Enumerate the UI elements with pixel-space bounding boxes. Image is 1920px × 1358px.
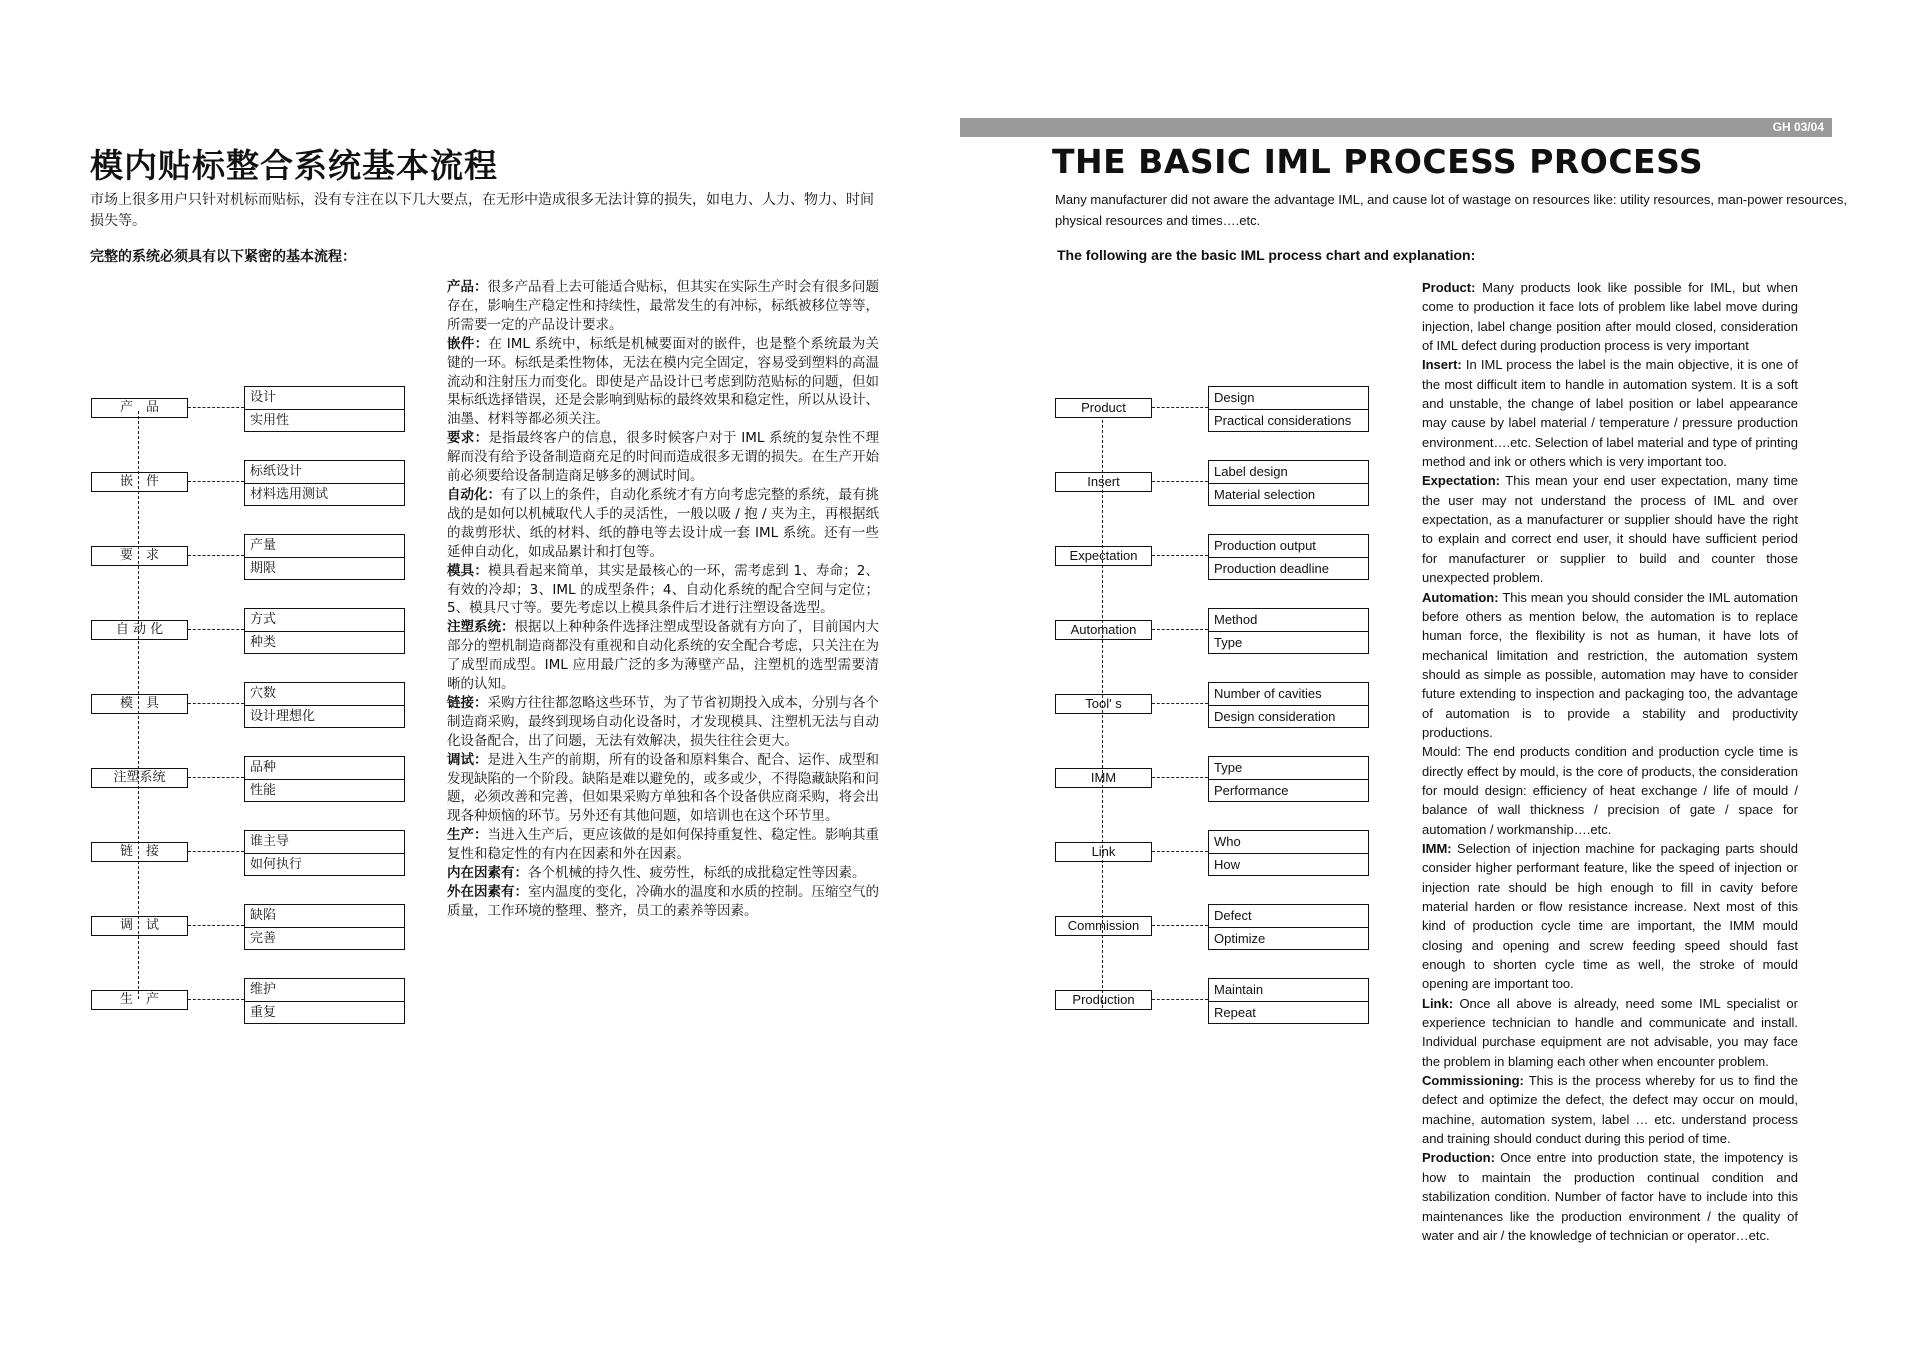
flow-step-label: Product <box>1055 398 1152 418</box>
flow-detail-item: 缺陷 <box>245 905 404 928</box>
flow-detail-item: Material selection <box>1214 486 1316 502</box>
explanation-paragraph <box>447 335 879 430</box>
flow-detail-item: Method <box>1209 609 1368 632</box>
paragraph-heading: Commissioning: <box>1422 1073 1529 1089</box>
paragraph-text: Many products look like possible for IML, but when come to production it face lots of problem like label move during injection, label change position after mould closed, consideration of IML defect during production process is very important <box>1422 280 1798 354</box>
flow-detail-item: 性能 <box>250 782 277 798</box>
paragraph-heading: Production: <box>1422 1150 1501 1166</box>
paragraph-text: This mean your end user expectation, many time the user may not understand the process of IML and over expectation, as a manufacturer or supplier should have the right to explain and correct end user, it should have sufficient period for manufacturer or supplier to build and counter those unexpected problem. <box>1422 473 1798 586</box>
section-subheading: The following are the basic IML process chart and explanation: <box>1057 247 1476 263</box>
explanation-paragraph <box>447 278 879 335</box>
flow-connector <box>188 777 244 778</box>
flow-connector <box>1152 481 1208 482</box>
explanation-text <box>447 278 879 921</box>
flow-detail-item: 穴数 <box>245 683 404 706</box>
explanation-paragraph <box>447 883 879 921</box>
paragraph-text: 很多产品看上去可能适合贴标，但其实在实际生产时会有很多问题存在，影响生产稳定性和持续性，最常发生的有冲标，标纸被移位等等，所需要一定的产品设计要求。 <box>447 279 879 333</box>
flow-detail-box <box>244 460 405 506</box>
flow-detail-box <box>1208 386 1369 432</box>
flow-step-label: Commission <box>1055 916 1152 936</box>
flow-connector <box>1152 999 1208 1000</box>
page-number: GH 03/04 <box>1772 120 1824 134</box>
page-title: 模内贴标整合系统基本流程 <box>90 146 498 185</box>
paragraph-text: In IML process the label is the main objective, it is one of the most difficult item to handle in automation system. It is a soft and unstable, the change of label position or label appearance may cause by label material / temperature / pressure production environment….etc. Selection of label material and type of printing method and ink or others which is very important too. <box>1422 357 1799 470</box>
paragraph-text: This is the process whereby for us to find the defect and optimize the defect, the defect may occur on mould, machine, automation system, label … etc. understand process and training should conduct during this period of time. <box>1422 1073 1798 1147</box>
flow-step-label: 生 产 <box>91 990 188 1010</box>
flow-detail-box <box>244 904 405 950</box>
flow-detail-item: Performance <box>1214 782 1289 798</box>
page-title: THE BASIC IML PROCESS PROCESS <box>1052 142 1704 181</box>
paragraph-text: 采购方往往都忽略这些环节，为了节省初期投入成本，分别与各个制造商采购，最终到现场自动化设备时，才发现模具、注塑机无法与自动化设备配合，出了问题，无法有效解决，损失往往会更大。 <box>447 694 879 749</box>
explanation-paragraph <box>1422 278 1798 355</box>
flow-detail-box <box>244 534 405 580</box>
flow-detail-box <box>244 386 405 432</box>
explanation-paragraph <box>447 562 879 619</box>
explanation-paragraph <box>447 618 879 694</box>
explanation-paragraph <box>1422 994 1798 1071</box>
flow-detail-item: Defect <box>1209 905 1368 928</box>
paragraph-text: Selection of injection machine for packaging parts should consider higher performant feature, like the speed of injection or injection rate should be high enough to fill in cavity before material harden or flow resistance increase. Next most of this kind of production cycle time are important, the IMM mould closing and opening and screw feeding speed should fast enough to shorten cycle time as well, the stroke of mould opening are important too. <box>1422 840 1798 992</box>
flow-connector <box>1152 703 1208 704</box>
intro-text: 市场上很多用户只针对机标而贴标，没有专注在以下几大要点，在无形中造成很多无法计算的损失，如电力、人力、物力、时间损失等。 <box>90 192 874 229</box>
flow-step-label: 嵌 件 <box>91 472 188 492</box>
flow-step-label: Automation <box>1055 620 1152 640</box>
explanation-paragraph <box>447 429 879 486</box>
flow-step-label: 要 求 <box>91 546 188 566</box>
flow-step-label: 模 具 <box>91 694 188 714</box>
flow-connector <box>1152 407 1208 408</box>
flow-detail-item: 种类 <box>250 634 277 650</box>
flow-detail-item: 标纸设计 <box>245 461 404 484</box>
flow-step-label: IMM <box>1055 768 1152 788</box>
explanation-paragraph <box>447 826 879 864</box>
flow-detail-item: Who <box>1209 831 1368 854</box>
explanation-paragraph <box>1422 742 1798 839</box>
flow-detail-box <box>244 830 405 876</box>
flow-detail-item: Repeat <box>1214 1004 1256 1020</box>
flow-detail-item: 设计理想化 <box>250 708 316 724</box>
explanation-paragraph <box>1422 839 1798 994</box>
flow-connector <box>188 999 244 1000</box>
flow-detail-box <box>244 756 405 802</box>
paragraph-text: 是进入生产的前期，所有的设备和原料集合、配合、运作、成型和发现缺陷的一个阶段。缺陷是难以避免的，或多或少，不得隐藏缺陷和问题，必须改善和完善，但如果采购方单独和各个设备供应商采购，将会出现各种烦恼的环节。另外还有其他问题，如培训也在这个环节里。 <box>447 751 879 825</box>
paragraph-text: 各个机械的持久性、疲劳性，标纸的成批稳定性等因素。 <box>528 865 866 882</box>
flow-detail-item: 材料选用测试 <box>250 486 329 502</box>
paragraph-heading: Insert: <box>1422 357 1466 373</box>
flow-connector <box>1152 629 1208 630</box>
paragraph-text: Once entre into production state, the impotency is how to maintain the production continual condition and stabilization condition. Number of factor have to include into this maintenances like the production environment / the quality of water and air / the knowledge of technician or operator…etc. <box>1422 1150 1798 1243</box>
explanation-paragraph <box>1422 1071 1798 1148</box>
flow-detail-box <box>1208 978 1369 1024</box>
explanation-paragraph <box>447 751 879 827</box>
paragraph-text: 在 IML 系统中，标纸是机械要面对的嵌件，也是整个系统最为关键的一环。标纸是柔性物体，无法在模内完全固定，容易受到塑料的高温流动和注射压力而变化。即使是产品设计已考虑到防范贴标的问题，但如果标纸选择错误，还是会影响到贴标的最终效果和稳定性，所以从设计、油墨、材料等都必须关注。 <box>447 335 880 428</box>
flow-step-label: 链 接 <box>91 842 188 862</box>
flow-detail-box <box>1208 682 1369 728</box>
flow-detail-item: Design <box>1209 387 1368 410</box>
flow-detail-item: 谁主导 <box>245 831 404 854</box>
flow-detail-item: Type <box>1209 757 1368 780</box>
flow-detail-box <box>1208 460 1369 506</box>
paragraph-heading: 产品： <box>447 279 488 295</box>
paragraph-heading: 生产： <box>447 827 488 844</box>
section-subheading: 完整的系统必须具有以下紧密的基本流程： <box>90 249 356 265</box>
paragraph-heading: IMM: <box>1422 840 1458 856</box>
flow-connector <box>188 703 244 704</box>
explanation-paragraph <box>1422 588 1798 743</box>
flow-connector <box>1152 555 1208 556</box>
flow-detail-box <box>244 978 405 1024</box>
flow-connector <box>188 407 244 408</box>
paragraph-heading: 调试： <box>447 751 488 768</box>
flow-detail-item: 维护 <box>245 979 404 1002</box>
paragraph-text: 当进入生产后，更应该做的是如何保持重复性、稳定性。影响其重复性和稳定性的有内在因素和外在因素。 <box>447 827 879 863</box>
flow-detail-box <box>1208 534 1369 580</box>
flow-detail-item: How <box>1214 856 1241 872</box>
flow-connector <box>188 555 244 556</box>
flow-detail-item: Label design <box>1209 461 1368 484</box>
explanation-paragraph <box>1422 355 1798 471</box>
paragraph-heading: 外在因素有： <box>447 884 528 900</box>
flow-step-label: 自 动 化 <box>91 620 188 640</box>
flow-step-label: 调 试 <box>91 916 188 936</box>
flow-detail-box <box>1208 756 1369 802</box>
flow-connector <box>1152 925 1208 926</box>
paragraph-text: 根据以上种种条件选择注塑成型设备就有方向了，目前国内大部分的塑机制造商都没有重视和自动化系统的安全配合考虑，只关注在为了成型而成型。IML 应用最广泛的多为薄壁产品，注塑机的选型需要清晰的认知。 <box>447 619 879 693</box>
header-bar <box>960 118 1832 137</box>
paragraph-text: Once all above is already, need some IML specialist or experience technician to handle and communicate and install. Individual purchase equipment are not advisable, you may face the problem in blaming each other when encounter problem. <box>1422 995 1798 1069</box>
paragraph-text: 是指最终客户的信息，很多时候客户对于 IML 系统的复杂性不理解而没有给予设备制造商充足的时间而造成很多无谓的损失。在生产开始前必须要给设备制造商足够多的测试时间。 <box>447 430 880 485</box>
flow-connector <box>188 481 244 482</box>
flow-detail-item: 完善 <box>250 930 277 946</box>
paragraph-heading: Automation: <box>1422 589 1503 605</box>
flow-step-label: Insert <box>1055 472 1152 492</box>
paragraph-heading: Link: <box>1422 995 1460 1011</box>
paragraph-text: Mould: The end products condition and production cycle time is directly effect by mould, is the core of products, the consideration for mould design: efficiency of heat exchange / life of mould / balance of wall thickness / precision of gate / space for automation / workmanship….etc. <box>1422 744 1798 837</box>
paragraph-heading: 嵌件： <box>447 335 489 352</box>
paragraph-heading: 要求： <box>447 430 489 447</box>
flow-connector <box>188 925 244 926</box>
flow-connector <box>1152 777 1208 778</box>
flow-connector <box>1152 851 1208 852</box>
flow-step-label: Expectation <box>1055 546 1152 566</box>
flow-detail-item: 实用性 <box>250 412 290 428</box>
explanation-paragraph <box>447 864 879 883</box>
flow-step-label: Link <box>1055 842 1152 862</box>
flow-connector <box>188 629 244 630</box>
explanation-text <box>1422 278 1798 1245</box>
flow-detail-item: Number of cavities <box>1209 683 1368 706</box>
paragraph-text: 模具看起来简单，其实是最核心的一环，需考虑到 1、寿命；2、有效的冷却；3、IML 的成型条件；4、自动化系统的配合空间与定位；5、模具尺寸等。要先考虑以上模具条件后才进行注塑设备选型。 <box>447 562 880 617</box>
flow-detail-box <box>1208 830 1369 876</box>
flow-detail-item: 品种 <box>245 757 404 780</box>
paragraph-text: 有了以上的条件，自动化系统才有方向考虑完整的系统，最有挑战的是如何以机械取代人手的灵活性，一般以吸 / 抱 / 夹为主，再根据纸的裁剪形状、纸的材料、纸的静电等去设计成一套 IML 系统。还有一些延伸自动化，如成品累计和打包等。 <box>447 486 879 560</box>
flow-detail-item: 如何执行 <box>250 856 303 872</box>
flow-detail-item: 期限 <box>250 560 277 576</box>
explanation-paragraph <box>447 486 879 562</box>
flow-step-label: Tool' s <box>1055 694 1152 714</box>
flow-detail-box <box>1208 608 1369 654</box>
paragraph-heading: Product: <box>1422 280 1483 295</box>
flow-step-label: Production <box>1055 990 1152 1010</box>
paragraph-heading: 自动化： <box>447 486 501 503</box>
flow-step-label: 产 品 <box>91 398 188 418</box>
paragraph-heading: 内在因素有： <box>447 865 528 882</box>
flow-detail-item: Practical considerations <box>1214 412 1352 428</box>
flow-detail-item: Type <box>1214 634 1243 650</box>
paragraph-heading: 模具： <box>447 562 489 579</box>
intro-text: Many manufacturer did not aware the advantage IML, and cause lot of wastage on resources like: utility resources, man-power resources, physical resources and times….etc. <box>1055 192 1847 228</box>
flow-detail-box <box>1208 904 1369 950</box>
paragraph-text: 室内温度的变化，冷确水的温度和水质的控制。压缩空气的质量，工作环境的整理、整齐，员工的素养等因素。 <box>447 884 879 919</box>
flow-detail-item: Production output <box>1209 535 1368 558</box>
paragraph-heading: 链接： <box>447 694 488 711</box>
flow-detail-item: 设计 <box>245 387 404 410</box>
flow-detail-item: Design consideration <box>1214 708 1336 724</box>
flow-step-label: 注塑系统 <box>91 768 188 788</box>
english-page <box>960 0 1920 1358</box>
flow-detail-item: 产量 <box>245 535 404 558</box>
paragraph-heading: Expectation: <box>1422 473 1506 489</box>
explanation-paragraph <box>1422 1148 1798 1245</box>
explanation-paragraph <box>447 694 879 751</box>
flow-detail-item: 重复 <box>250 1004 277 1020</box>
flow-detail-item: 方式 <box>245 609 404 632</box>
flow-detail-item: Maintain <box>1209 979 1368 1002</box>
paragraph-text: This mean you should consider the IML automation before others as mention below, the automation is to replace human force, the flexibility is not as human, it have lots of mechanical limitation and restriction, the automation system should as simple as possible, automation may have to consider future extending to inspection and packaging too, the advantage of automation is to provide a stability and productivity productions. <box>1422 589 1798 740</box>
flow-detail-box <box>244 682 405 728</box>
flow-detail-item: Optimize <box>1214 930 1266 946</box>
flow-detail-item: Production deadline <box>1214 560 1329 576</box>
flow-detail-box <box>244 608 405 654</box>
paragraph-heading: 注塑系统： <box>447 619 515 636</box>
explanation-paragraph <box>1422 471 1798 587</box>
flow-connector <box>188 851 244 852</box>
